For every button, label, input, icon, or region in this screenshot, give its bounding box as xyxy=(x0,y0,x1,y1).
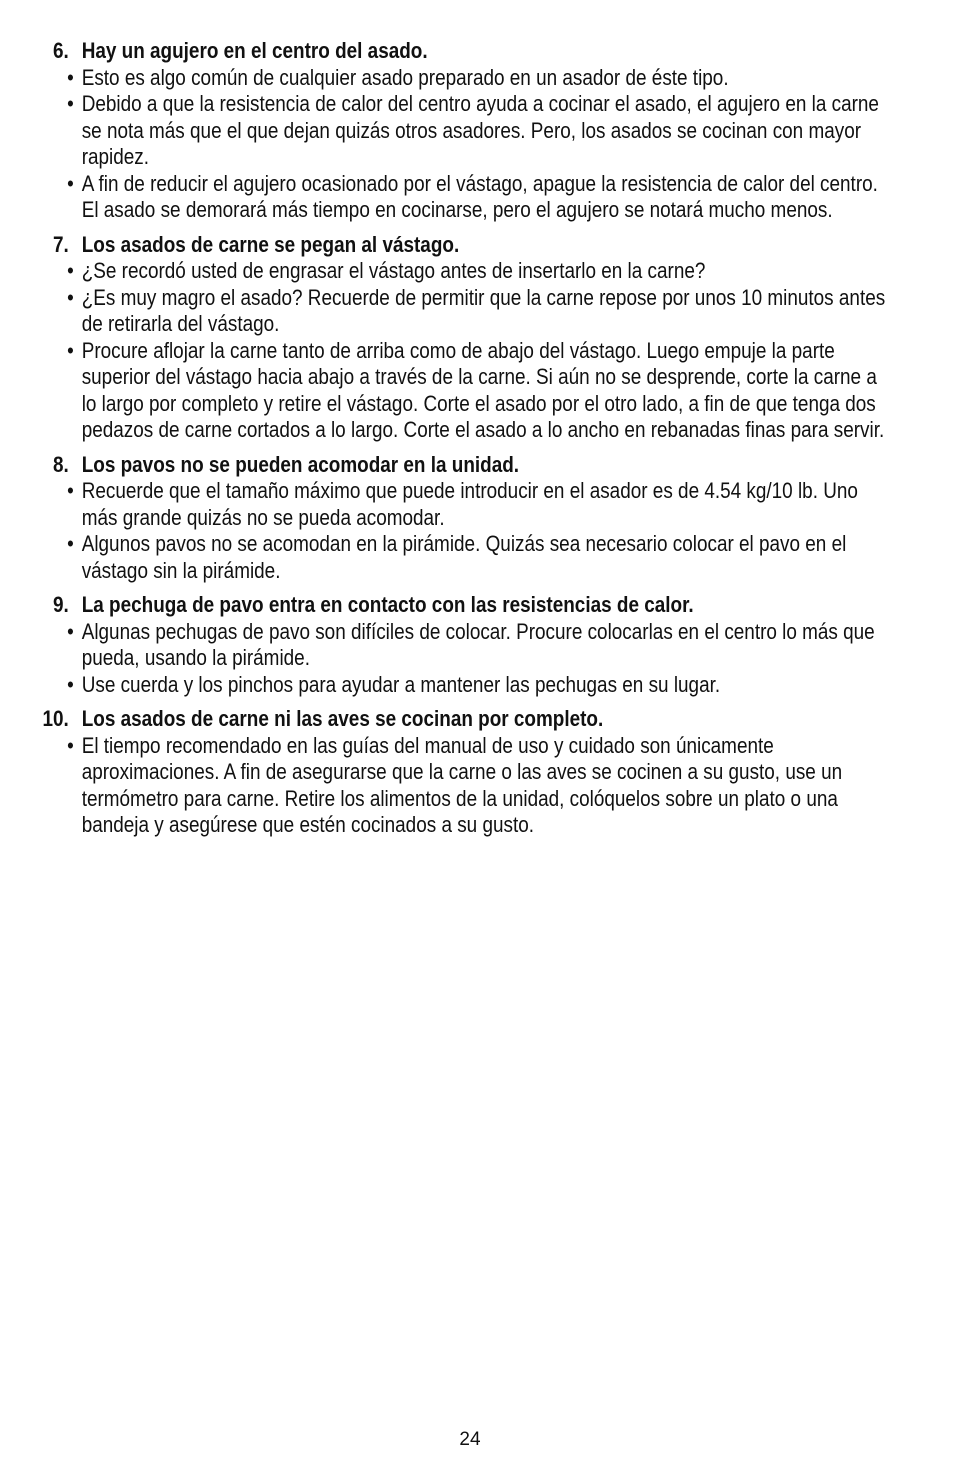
bullet-text: ¿Se recordó usted de engrasar el vástago antes de insertarlo en la carne? xyxy=(81,258,706,283)
list-item xyxy=(0,38,879,224)
bullet-text: Esto es algo común de cualquier asado preparado en un asador de éste tipo. xyxy=(81,64,729,90)
item-heading: Los pavos no se pueden acomodar en la unidad. xyxy=(81,451,520,477)
item-number: 9. xyxy=(53,592,69,617)
item-number: 10. xyxy=(42,706,69,731)
bullet-item xyxy=(67,64,895,92)
bullet-item xyxy=(67,732,895,839)
bullet-icon: • xyxy=(67,618,74,644)
bullet-list xyxy=(67,64,879,224)
bullet-item xyxy=(67,170,895,224)
troubleshooting-list xyxy=(0,38,886,847)
bullet-icon: • xyxy=(67,64,74,90)
item-heading: Los asados de carne ni las aves se cocinan por completo. xyxy=(81,706,604,731)
bullet-text: ¿Es muy magro el asado? Recuerde de permitir que la carne repose por unos 10 minutos antes de retirarla del vástago. xyxy=(81,284,886,336)
item-heading: La pechuga de pavo entra en contacto con las resistencias de calor. xyxy=(81,592,694,617)
bullet-text: Procure aflojar la carne tanto de arriba como de abajo del vástago. Luego empuje la parte superior del vástago hacia abajo a través de la carne. Si aún no se desprende, corte la carne a lo largo por completo y retire el vástago. Corte el asado por el otro lado, a fin de que tenga dos pedazos de carne cortados a lo largo. Corte el asado a lo ancho en rebanadas finas para servir. xyxy=(81,337,885,442)
bullet-item xyxy=(67,337,895,444)
bullet-list xyxy=(67,618,875,699)
bullet-text: Algunas pechugas de pavo son difíciles de colocar. Procure colocarlas en el centro lo más que pueda, usando la pirámide. xyxy=(81,618,875,670)
bullet-icon: • xyxy=(67,732,74,758)
item-number: 8. xyxy=(53,451,69,477)
bullet-text: Recuerde que el tamaño máximo que puede introducir en el asador es de 4.54 kg/10 lb. Uno más grande quizás no se pueda acomodar. xyxy=(81,478,858,530)
item-number: 6. xyxy=(53,38,69,63)
list-item xyxy=(0,231,886,444)
bullet-icon: • xyxy=(67,337,74,363)
item-number: 7. xyxy=(53,231,69,257)
bullet-text: Use cuerda y los pinchos para ayudar a mantener las pechugas en su lugar. xyxy=(81,671,721,697)
bullet-item xyxy=(67,671,895,699)
bullet-item xyxy=(67,91,895,171)
bullet-list xyxy=(67,478,858,584)
item-heading: Hay un agujero en el centro del asado. xyxy=(81,38,428,63)
bullet-item xyxy=(67,618,895,672)
bullet-text: A fin de reducir el agujero ocasionado por el vástago, apague la resistencia de calor del centro. El asado se demorará más tiempo en cocinarse, pero el agujero se notará mucho menos. xyxy=(81,170,878,222)
bullet-item xyxy=(67,531,895,584)
bullet-icon: • xyxy=(67,284,74,310)
bullet-list xyxy=(67,258,886,444)
bullet-icon: • xyxy=(67,91,74,116)
bullet-text: Algunos pavos no se acomodan en la pirámide. Quizás sea necesario colocar el pavo en el vástago sin la pirámide. xyxy=(81,531,847,583)
bullet-icon: • xyxy=(67,478,74,503)
list-item xyxy=(0,592,875,698)
bullet-icon: • xyxy=(67,531,74,556)
bullet-text: El tiempo recomendado en las guías del manual de uso y cuidado son únicamente aproximaciones. A fin de asegurarse que la carne o las aves se cocinen a su gusto, use un termómetro para carne. Retire los alimentos de la unidad, colóquelos sobre un plato o una bandeja y asegúrese que estén cocinados a su gusto. xyxy=(81,732,843,837)
bullet-item xyxy=(67,284,895,338)
list-item xyxy=(0,451,858,585)
bullet-list xyxy=(67,732,843,839)
bullet-icon: • xyxy=(67,671,74,697)
list-item xyxy=(0,706,843,839)
bullet-text: Debido a que la resistencia de calor del centro ayuda a cocinar el asado, el agujero en la carne se nota más que el que dejan quizás otros asadores. Pero, los asados se cocinan con mayor rapidez. xyxy=(81,91,879,169)
bullet-icon: • xyxy=(67,170,74,196)
page-number: 24 xyxy=(459,1429,481,1450)
bullet-icon: • xyxy=(67,258,74,283)
bullet-item xyxy=(67,478,895,531)
item-heading: Los asados de carne se pegan al vástago. xyxy=(81,231,460,257)
bullet-item xyxy=(67,258,895,285)
